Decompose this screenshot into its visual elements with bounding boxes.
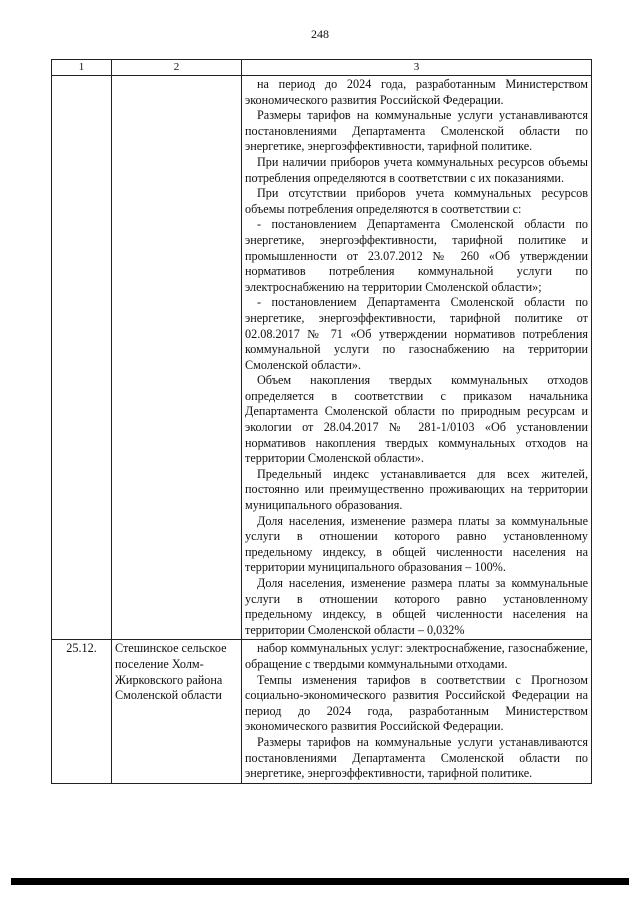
paragraph: на период до 2024 года, разработанным Министерством экономического развития Российской Федерации.	[245, 77, 588, 107]
paragraph: Предельный индекс устанавливается для всех жителей, постоянно или преимущественно проживающих на территории муниципального образования.	[245, 466, 588, 513]
paragraph: Объем накопления твердых коммунальных отходов определяется в соответствии с приказом начальника Департамента Смоленской области по природным ресурсам и экологии от 28.04.2017 № 281-1/0103 «Об установлении нормативов накопления твердых коммунальных отходов на территории Смоленской области».	[245, 373, 588, 466]
table-header-row	[52, 60, 592, 76]
paragraph: - постановлением Департамента Смоленской области по энергетике, энергоэффективности, тарифной политике и промышленности от 23.07.2012 № 260 «Об утверждении нормативов потребления коммунальной услуги по электроснабжению на территории Смоленской области»;	[245, 217, 588, 294]
paragraph: набор коммунальных услуг: электроснабжение, газоснабжение, обращение с твердыми коммунальными отходами.	[245, 641, 588, 671]
paragraph: При наличии приборов учета коммунальных ресурсов объемы потребления определяются в соответствии с их показаниями.	[245, 154, 588, 185]
paragraph: Доля населения, изменение размера платы за коммунальные услуги в отношении которого равно установленному предельному индексу, в общей численности населения на территории муниципального образования – 100%.	[245, 513, 588, 575]
description-cell	[242, 76, 592, 640]
scan-bottom-border	[11, 878, 629, 885]
table-row-25-12	[52, 640, 592, 783]
row-number-cell: 25.12.	[52, 640, 112, 783]
row-number-cell	[52, 76, 112, 640]
municipality-cell	[112, 76, 242, 640]
paragraph: Темпы изменения тарифов в соответствии с Прогнозом социально-экономического развития Российской Федерации на период до 2024 года, разработанным Министерством экономического развития Российской Федерации.	[245, 672, 588, 734]
column-header-1: 1	[52, 60, 112, 76]
description-cell	[242, 640, 592, 783]
document-table	[51, 59, 592, 784]
table-row-continuation	[52, 76, 592, 640]
column-header-3: 3	[242, 60, 592, 76]
paragraph: Доля населения, изменение размера платы за коммунальные услуги в отношении которого равно установленному предельному индексу, в общей численности населения на территории Смоленской области – 0,032%	[245, 576, 588, 637]
paragraph: - постановлением Департамента Смоленской области по энергетике, энергоэффективности, тарифной политике от 02.08.2017 № 71 «Об утверждении нормативов потребления коммунальной услуги по газоснабжению на территории Смоленской области».	[245, 295, 588, 372]
municipality-cell: Стешинское сельское поселение Холм-Жирковского района Смоленской области	[112, 640, 242, 783]
paragraph: При отсутствии приборов учета коммунальных ресурсов объемы потребления определяются в соответствии с:	[245, 186, 588, 216]
paragraph: Размеры тарифов на коммунальные услуги устанавливаются постановлениями Департамента Смоленской области по энергетике, энергоэффективности, тарифной политике.	[245, 734, 588, 781]
column-header-2: 2	[112, 60, 242, 76]
page-number: 248	[311, 27, 329, 41]
paragraph: Размеры тарифов на коммунальные услуги устанавливаются постановлениями Департамента Смоленской области по энергетике, энергоэффективности, тарифной политике.	[245, 108, 588, 154]
